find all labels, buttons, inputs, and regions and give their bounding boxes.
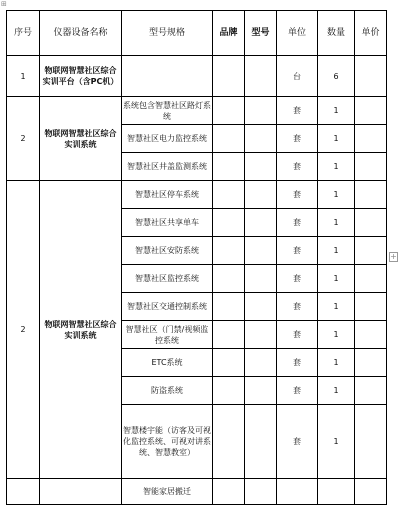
spec-cell: 智慧社区停车系统 bbox=[122, 181, 213, 209]
model-cell bbox=[245, 405, 277, 479]
header-spec: 型号规格 bbox=[122, 11, 213, 56]
model-cell bbox=[245, 265, 277, 293]
table-row bbox=[7, 56, 387, 97]
qty-cell bbox=[318, 479, 355, 505]
brand-cell bbox=[213, 237, 245, 265]
model-cell bbox=[245, 377, 277, 405]
unit-cell: 套 bbox=[277, 405, 318, 479]
unit-cell: 套 bbox=[277, 181, 318, 209]
price-cell bbox=[355, 479, 387, 505]
model-cell bbox=[245, 56, 277, 97]
brand-cell bbox=[213, 181, 245, 209]
qty-cell: 1 bbox=[318, 237, 355, 265]
brand-cell bbox=[213, 321, 245, 349]
unit-cell: 套 bbox=[277, 265, 318, 293]
unit-cell: 套 bbox=[277, 293, 318, 321]
qty-cell: 1 bbox=[318, 293, 355, 321]
price-cell bbox=[355, 125, 387, 153]
brand-cell bbox=[213, 405, 245, 479]
spec-cell: 智慧社区交通控制系统 bbox=[122, 293, 213, 321]
brand-cell bbox=[213, 377, 245, 405]
qty-cell: 1 bbox=[318, 153, 355, 181]
unit-cell: 套 bbox=[277, 97, 318, 125]
brand-cell bbox=[213, 479, 245, 505]
header-brand: 品牌 bbox=[213, 11, 245, 56]
header-row bbox=[7, 11, 387, 56]
add-row-handle-icon[interactable]: + bbox=[390, 252, 397, 261]
header-unit: 单位 bbox=[277, 11, 318, 56]
brand-cell bbox=[213, 209, 245, 237]
brand-cell bbox=[213, 293, 245, 321]
price-cell bbox=[355, 237, 387, 265]
seq-cell: 2 bbox=[7, 181, 40, 479]
device-name-cell: 物联网智慧社区综合实训系统 bbox=[40, 97, 122, 181]
price-cell bbox=[355, 377, 387, 405]
table-row bbox=[7, 181, 387, 209]
unit-cell: 套 bbox=[277, 349, 318, 377]
model-cell bbox=[245, 209, 277, 237]
spec-cell: 智慧社区监控系统 bbox=[122, 265, 213, 293]
price-cell bbox=[355, 181, 387, 209]
brand-cell bbox=[213, 265, 245, 293]
qty-cell: 1 bbox=[318, 265, 355, 293]
price-cell bbox=[355, 153, 387, 181]
header-qty: 数量 bbox=[318, 11, 355, 56]
brand-cell bbox=[213, 97, 245, 125]
qty-cell: 1 bbox=[318, 97, 355, 125]
qty-cell: 1 bbox=[318, 377, 355, 405]
header-model: 型号 bbox=[245, 11, 277, 56]
unit-cell: 套 bbox=[277, 377, 318, 405]
model-cell bbox=[245, 321, 277, 349]
device-name-cell: 物联网智慧社区综合实训平台（含PC机） bbox=[40, 56, 122, 97]
qty-cell: 1 bbox=[318, 321, 355, 349]
price-cell bbox=[355, 56, 387, 97]
header-price: 单价 bbox=[355, 11, 387, 56]
model-cell bbox=[245, 125, 277, 153]
model-cell bbox=[245, 349, 277, 377]
model-cell bbox=[245, 479, 277, 505]
unit-cell: 套 bbox=[277, 237, 318, 265]
table-row bbox=[7, 97, 387, 125]
spec-cell: 智慧社区（门禁/视频监控系统 bbox=[122, 321, 213, 349]
spec-cell: 系统包含智慧社区路灯系统 bbox=[122, 97, 213, 125]
spec-cell bbox=[122, 56, 213, 97]
spec-cell: 智能家居搬迁 bbox=[122, 479, 213, 505]
unit-cell: 套 bbox=[277, 321, 318, 349]
price-cell bbox=[355, 293, 387, 321]
price-cell bbox=[355, 97, 387, 125]
price-cell bbox=[355, 321, 387, 349]
table-move-handle-icon[interactable]: ⊞ bbox=[1, 0, 7, 8]
device-name-cell: 物联网智慧社区综合实训系统 bbox=[40, 181, 122, 479]
spec-cell: ETC系统 bbox=[122, 349, 213, 377]
table-row bbox=[7, 479, 387, 505]
header-seq: 序号 bbox=[7, 11, 40, 56]
price-cell bbox=[355, 265, 387, 293]
qty-cell: 1 bbox=[318, 349, 355, 377]
spec-cell: 防盗系统 bbox=[122, 377, 213, 405]
brand-cell bbox=[213, 125, 245, 153]
model-cell bbox=[245, 237, 277, 265]
qty-cell: 1 bbox=[318, 209, 355, 237]
brand-cell bbox=[213, 349, 245, 377]
price-cell bbox=[355, 405, 387, 479]
price-cell bbox=[355, 349, 387, 377]
qty-cell: 1 bbox=[318, 405, 355, 479]
header-device-name: 仪器设备名称 bbox=[40, 11, 122, 56]
model-cell bbox=[245, 181, 277, 209]
unit-cell: 套 bbox=[277, 209, 318, 237]
model-cell bbox=[245, 293, 277, 321]
brand-cell bbox=[213, 56, 245, 97]
price-cell bbox=[355, 209, 387, 237]
spec-cell: 智慧楼宇能（访客及可视化监控系统、可视对讲系统、智慧教室） bbox=[122, 405, 213, 479]
spec-cell: 智慧社区安防系统 bbox=[122, 237, 213, 265]
spec-cell: 智慧社区井盖监测系统 bbox=[122, 153, 213, 181]
model-cell bbox=[245, 97, 277, 125]
unit-cell: 套 bbox=[277, 125, 318, 153]
unit-cell: 台 bbox=[277, 56, 318, 97]
equipment-table bbox=[6, 10, 387, 505]
unit-cell: 套 bbox=[277, 153, 318, 181]
spec-cell: 智慧社区共享单车 bbox=[122, 209, 213, 237]
seq-cell: 1 bbox=[7, 56, 40, 97]
spec-cell: 智慧社区电力监控系统 bbox=[122, 125, 213, 153]
model-cell bbox=[245, 153, 277, 181]
seq-cell: 2 bbox=[7, 97, 40, 181]
qty-cell: 1 bbox=[318, 181, 355, 209]
unit-cell bbox=[277, 479, 318, 505]
qty-cell: 1 bbox=[318, 125, 355, 153]
qty-cell: 6 bbox=[318, 56, 355, 97]
brand-cell bbox=[213, 153, 245, 181]
